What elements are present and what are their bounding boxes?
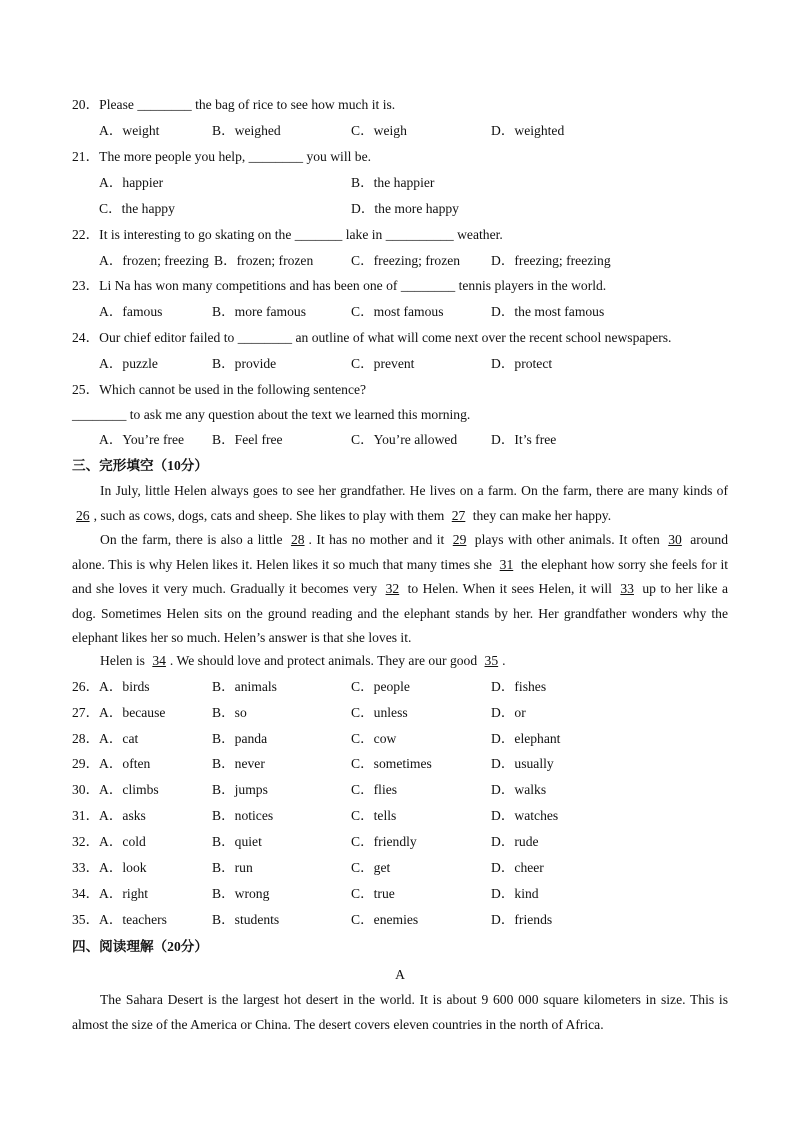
cloze-option-a: A．cat	[99, 731, 139, 746]
cloze-question-number: 34．	[72, 886, 100, 901]
cloze-option-b: B．panda	[212, 731, 268, 746]
q24-option-d: D．protect	[491, 356, 553, 371]
cloze-option-b: B．animals	[212, 679, 277, 694]
cloze-option-d: D．watches	[491, 808, 559, 823]
cloze-option-c: C．true	[351, 886, 395, 901]
cloze-option-a: A．asks	[99, 808, 146, 823]
blank-28: 28	[290, 532, 305, 547]
cloze-question-number: 28．	[72, 731, 100, 746]
q23-option-c: C．most famous	[351, 304, 444, 319]
cloze-option-b: B．so	[212, 705, 247, 720]
cloze-option-a: A．climbs	[99, 782, 159, 797]
cloze-paragraph-3: Helen is 34 . We should love and protect animals. They are our good 35 .	[100, 653, 506, 668]
cloze-option-a: A．look	[99, 860, 147, 875]
question-25-stem: 25．Which cannot be used in the following sentence?	[72, 382, 367, 397]
cloze-question-number: 29．	[72, 756, 100, 771]
section-3-heading: 三、完形填空（10分）	[72, 458, 208, 473]
q21-option-a: A．happier	[99, 175, 164, 190]
cloze-option-b: B．quiet	[212, 834, 262, 849]
cloze-paragraph-1: In July, little Helen always goes to see her grandfather. He lives on a farm. On the farm, there are many kinds of 26 , such as cows, dogs, cats and sheep. She likes to play with them 27 they can make her happy.	[72, 479, 728, 528]
cloze-option-a: A．birds	[99, 679, 150, 694]
cloze-option-c: C．flies	[351, 782, 398, 797]
cloze-option-d: D．rude	[491, 834, 539, 849]
q23-option-b: B．more famous	[212, 304, 307, 319]
blank-31: 31	[499, 556, 514, 572]
q21-option-c: C．the happy	[99, 201, 175, 216]
cloze-option-c: C．friendly	[351, 834, 417, 849]
cloze-option-d: D．or	[491, 705, 526, 720]
cloze-option-c: C．enemies	[351, 912, 419, 927]
cloze-option-a: A．often	[99, 756, 151, 771]
cloze-option-d: D．friends	[491, 912, 553, 927]
blank-32: 32	[385, 581, 400, 596]
cloze-option-d: D．kind	[491, 886, 539, 901]
q25-option-b: B．Feel free	[212, 432, 283, 447]
cloze-question-number: 32．	[72, 834, 100, 849]
cloze-option-c: C．unless	[351, 705, 408, 720]
cloze-option-a: A．right	[99, 886, 149, 901]
blank-33: 33	[620, 581, 634, 596]
blank-29: 29	[452, 532, 467, 547]
question-25-sentence: ________ to ask me any question about the text we learned this morning.	[72, 407, 471, 422]
question-23-stem: 23．Li Na has won many competitions and has been one of ________ tennis players in the world.	[72, 278, 607, 293]
q23-option-a: A．famous	[99, 304, 163, 319]
cloze-question-number: 27．	[72, 705, 100, 720]
cloze-option-d: D．fishes	[491, 679, 547, 694]
q25-option-c: C．You’re allowed	[351, 432, 458, 447]
cloze-option-c: C．cow	[351, 731, 397, 746]
blank-35: 35	[484, 653, 499, 668]
q20-option-b: B．weighed	[212, 123, 281, 138]
q21-option-b: B．the happier	[351, 175, 435, 190]
blank-27: 27	[451, 507, 466, 523]
cloze-option-b: B．jumps	[212, 782, 268, 797]
q20-option-c: C．weigh	[351, 123, 407, 138]
cloze-question-number: 26．	[72, 679, 100, 694]
q22-option-c: C．freezing; frozen	[351, 253, 461, 268]
blank-26: 26	[76, 507, 90, 523]
cloze-option-b: B．notices	[212, 808, 274, 823]
reading-paragraph-1: The Sahara Desert is the largest hot desert in the world. It is about 9 600 000 square kilometers in size. This is almost the size of the America or China. The desert covers eleven countries in the north of Africa.	[72, 992, 728, 1032]
q22-option-b: B．frozen; frozen	[214, 253, 314, 268]
q20-option-d: D．weighted	[491, 123, 565, 138]
cloze-option-b: B．run	[212, 860, 253, 875]
cloze-option-c: C．get	[351, 860, 391, 875]
cloze-option-d: D．usually	[491, 756, 554, 771]
q22-option-d: D．freezing; freezing	[491, 253, 611, 268]
cloze-option-b: B．never	[212, 756, 265, 771]
cloze-question-number: 33．	[72, 860, 100, 875]
question-21-stem: 21．The more people you help, ________ you will be.	[72, 149, 372, 164]
q23-option-d: D．the most famous	[491, 304, 605, 319]
cloze-option-a: A．teachers	[99, 912, 167, 927]
q24-option-c: C．prevent	[351, 356, 415, 371]
cloze-option-c: C．tells	[351, 808, 397, 823]
passage-label: A	[395, 967, 405, 982]
blank-34: 34	[152, 653, 166, 668]
q24-option-a: A．puzzle	[99, 356, 158, 371]
cloze-question-number: 35．	[72, 912, 100, 927]
q22-option-a: A．frozen; freezing	[99, 253, 209, 268]
question-20-stem: 20．Please ________ the bag of rice to see how much it is.	[72, 97, 396, 112]
q24-option-b: B．provide	[212, 356, 277, 371]
cloze-option-a: A．cold	[99, 834, 146, 849]
q25-option-a: A．You’re free	[99, 432, 185, 447]
cloze-option-b: B．wrong	[212, 886, 270, 901]
section-4-heading: 四、阅读理解（20分）	[72, 939, 208, 954]
cloze-option-a: A．because	[99, 705, 166, 720]
q25-option-d: D．It’s free	[491, 432, 557, 447]
q20-option-a: A．weight	[99, 123, 160, 138]
cloze-option-d: D．walks	[491, 782, 547, 797]
q21-option-d: D．the more happy	[351, 201, 459, 216]
cloze-question-number: 31．	[72, 808, 100, 823]
cloze-question-number: 30．	[72, 782, 100, 797]
cloze-paragraph-2: On the farm, there is also a little 28 . It has no mother and it 29 plays with other animals. It often 30 around alone. This is why Helen likes it. Helen likes it so much that many times she 31 the elephant how sorry she feels for it and she loves it very much. Gradually it becomes very 32 to Helen. When it sees Helen, it will 33 up to her like a dog. Sometimes Helen sits on the ground reading and the elephant stands by her. Her grandfather wonders why the elephant likes her so much. Helen’s answer is that she loves it.	[72, 532, 729, 645]
cloze-option-d: D．cheer	[491, 860, 544, 875]
cloze-option-c: C．sometimes	[351, 756, 432, 771]
cloze-option-b: B．students	[212, 912, 280, 927]
cloze-option-d: D．elephant	[491, 731, 561, 746]
cloze-option-c: C．people	[351, 679, 410, 694]
blank-30: 30	[668, 532, 682, 547]
question-24-stem: 24．Our chief editor failed to ________ an outline of what will come next over the recent school newspapers.	[72, 330, 672, 345]
question-22-stem: 22．It is interesting to go skating on the _______ lake in __________ weather.	[72, 227, 503, 242]
